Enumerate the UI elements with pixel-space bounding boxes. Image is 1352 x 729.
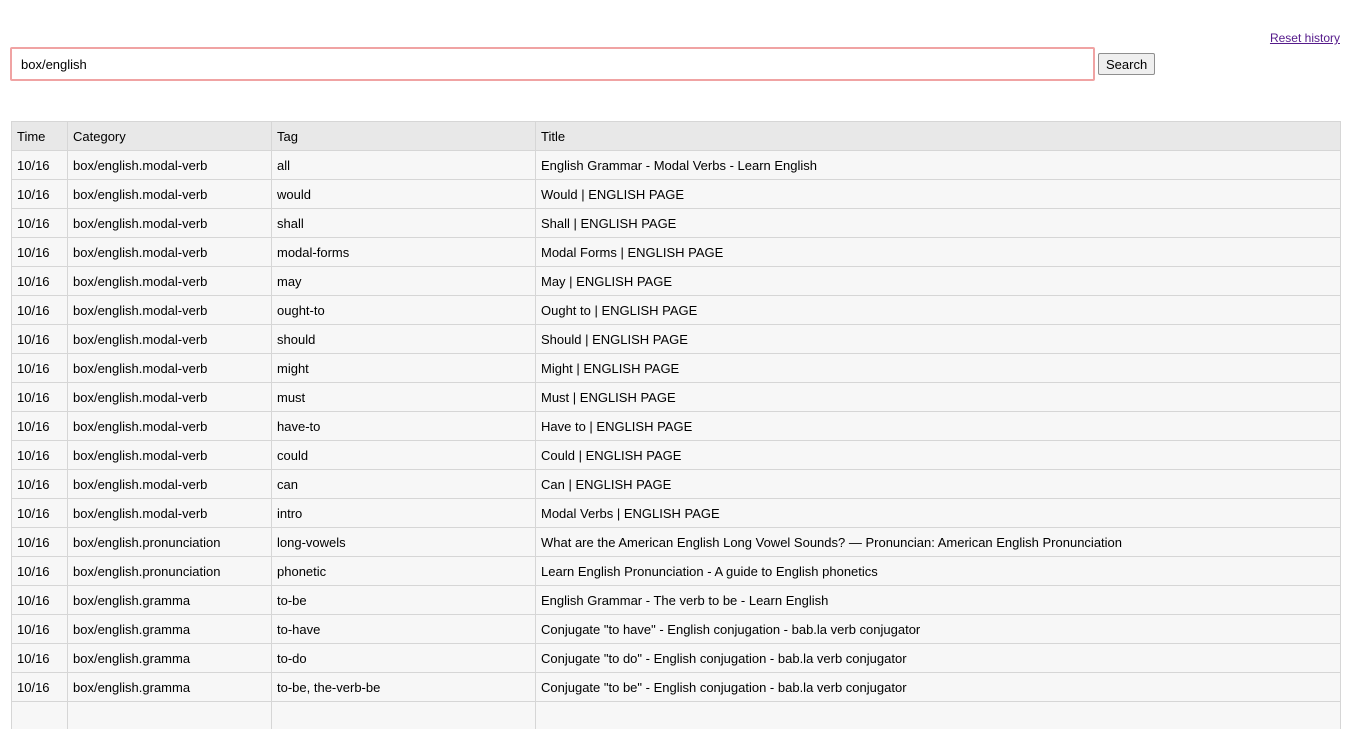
cell-category: box/english.gramma: [68, 586, 272, 615]
cell-tag: might: [272, 354, 536, 383]
cell-title: Could | ENGLISH PAGE: [536, 441, 1341, 470]
cell-title: Ought to | ENGLISH PAGE: [536, 296, 1341, 325]
table-row[interactable]: [12, 586, 1341, 615]
table-row[interactable]: [12, 441, 1341, 470]
search-input[interactable]: [10, 47, 1095, 81]
cell-time: 10/16: [12, 673, 68, 702]
cell-category: box/english.modal-verb: [68, 180, 272, 209]
table-row[interactable]: [12, 267, 1341, 296]
cell-tag: ought-to: [272, 296, 536, 325]
cell-time: 10/16: [12, 499, 68, 528]
cell-title: Might | ENGLISH PAGE: [536, 354, 1341, 383]
cell-tag: all: [272, 151, 536, 180]
cell-tag: could: [272, 441, 536, 470]
reset-history-link[interactable]: Reset history: [1269, 31, 1340, 45]
cell-category: box/english.modal-verb: [68, 441, 272, 470]
column-header-title[interactable]: Title: [536, 122, 1341, 151]
cell-time: 10/16: [12, 412, 68, 441]
cell-title: Should | ENGLISH PAGE: [536, 325, 1341, 354]
cell-category: box/english.pronunciation: [68, 528, 272, 557]
table-row[interactable]: [12, 383, 1341, 412]
table-row[interactable]: [12, 499, 1341, 528]
cell-category: box/english.modal-verb: [68, 209, 272, 238]
cell-time: 10/16: [12, 296, 68, 325]
cell-title: English Grammar - The verb to be - Learn English: [536, 586, 1341, 615]
cell-time: 10/16: [12, 180, 68, 209]
table-row[interactable]: [12, 209, 1341, 238]
cell-title: Shall | ENGLISH PAGE: [536, 209, 1341, 238]
cell-title: Modal Verbs | ENGLISH PAGE: [536, 499, 1341, 528]
table-header-row: [12, 122, 1341, 151]
cell-tag: to-be, the-verb-be: [272, 673, 536, 702]
cell-category: box/english.modal-verb: [68, 325, 272, 354]
table-row[interactable]: [12, 528, 1341, 557]
cell-title: Can | ENGLISH PAGE: [536, 470, 1341, 499]
cell-tag: [272, 702, 536, 729]
column-header-category[interactable]: Category: [68, 122, 272, 151]
cell-time: 10/16: [12, 644, 68, 673]
cell-time: 10/16: [12, 354, 68, 383]
cell-category: [68, 702, 272, 729]
table-row[interactable]: [12, 557, 1341, 586]
cell-tag: shall: [272, 209, 536, 238]
cell-time: 10/16: [12, 151, 68, 180]
cell-tag: long-vowels: [272, 528, 536, 557]
cell-title: What are the American English Long Vowel Sounds? — Pronuncian: American English Pronunciation: [536, 528, 1341, 557]
cell-category: box/english.modal-verb: [68, 412, 272, 441]
table-row[interactable]: [12, 470, 1341, 499]
cell-title: Conjugate "to do" - English conjugation - bab.la verb conjugator: [536, 644, 1341, 673]
cell-time: 10/16: [12, 209, 68, 238]
cell-category: box/english.gramma: [68, 644, 272, 673]
table-row[interactable]: [12, 180, 1341, 209]
cell-tag: would: [272, 180, 536, 209]
cell-tag: intro: [272, 499, 536, 528]
cell-category: box/english.pronunciation: [68, 557, 272, 586]
table-row[interactable]: [12, 644, 1341, 673]
cell-time: [12, 702, 68, 729]
cell-category: box/english.modal-verb: [68, 499, 272, 528]
table-row[interactable]: [12, 325, 1341, 354]
cell-title: Conjugate "to be" - English conjugation - bab.la verb conjugator: [536, 673, 1341, 702]
history-table-container: [11, 121, 1340, 729]
cell-title: May | ENGLISH PAGE: [536, 267, 1341, 296]
cell-tag: must: [272, 383, 536, 412]
cell-category: box/english.gramma: [68, 615, 272, 644]
cell-tag: phonetic: [272, 557, 536, 586]
cell-category: box/english.modal-verb: [68, 383, 272, 412]
cell-time: 10/16: [12, 557, 68, 586]
cell-tag: to-be: [272, 586, 536, 615]
cell-category: box/english.modal-verb: [68, 238, 272, 267]
cell-tag: modal-forms: [272, 238, 536, 267]
cell-title: English Grammar - Modal Verbs - Learn English: [536, 151, 1341, 180]
cell-category: box/english.modal-verb: [68, 470, 272, 499]
cell-tag: have-to: [272, 412, 536, 441]
table-row[interactable]: [12, 151, 1341, 180]
cell-tag: can: [272, 470, 536, 499]
cell-category: box/english.modal-verb: [68, 151, 272, 180]
cell-tag: may: [272, 267, 536, 296]
search-bar: [10, 47, 1155, 81]
cell-time: 10/16: [12, 441, 68, 470]
cell-tag: to-do: [272, 644, 536, 673]
cell-title: Learn English Pronunciation - A guide to English phonetics: [536, 557, 1341, 586]
cell-title: Modal Forms | ENGLISH PAGE: [536, 238, 1341, 267]
cell-time: 10/16: [12, 528, 68, 557]
cell-title: Must | ENGLISH PAGE: [536, 383, 1341, 412]
table-row[interactable]: [12, 702, 1341, 729]
cell-category: box/english.modal-verb: [68, 354, 272, 383]
search-button[interactable]: Search: [1098, 53, 1155, 75]
table-row[interactable]: [12, 673, 1341, 702]
history-table: [11, 121, 1341, 729]
cell-category: box/english.modal-verb: [68, 267, 272, 296]
cell-tag: should: [272, 325, 536, 354]
column-header-tag[interactable]: Tag: [272, 122, 536, 151]
cell-title: [536, 702, 1341, 729]
cell-time: 10/16: [12, 325, 68, 354]
cell-time: 10/16: [12, 383, 68, 412]
cell-time: 10/16: [12, 267, 68, 296]
cell-title: Would | ENGLISH PAGE: [536, 180, 1341, 209]
table-row[interactable]: [12, 412, 1341, 441]
cell-title: Conjugate "to have" - English conjugation - bab.la verb conjugator: [536, 615, 1341, 644]
table-row[interactable]: [12, 296, 1341, 325]
cell-time: 10/16: [12, 238, 68, 267]
cell-time: 10/16: [12, 470, 68, 499]
table-row[interactable]: [12, 354, 1341, 383]
table-body: [12, 151, 1341, 729]
cell-tag: to-have: [272, 615, 536, 644]
table-row[interactable]: [12, 238, 1341, 267]
cell-category: box/english.modal-verb: [68, 296, 272, 325]
cell-title: Have to | ENGLISH PAGE: [536, 412, 1341, 441]
table-row[interactable]: [12, 615, 1341, 644]
cell-time: 10/16: [12, 615, 68, 644]
column-header-time[interactable]: Time: [12, 122, 68, 151]
cell-time: 10/16: [12, 586, 68, 615]
cell-category: box/english.gramma: [68, 673, 272, 702]
